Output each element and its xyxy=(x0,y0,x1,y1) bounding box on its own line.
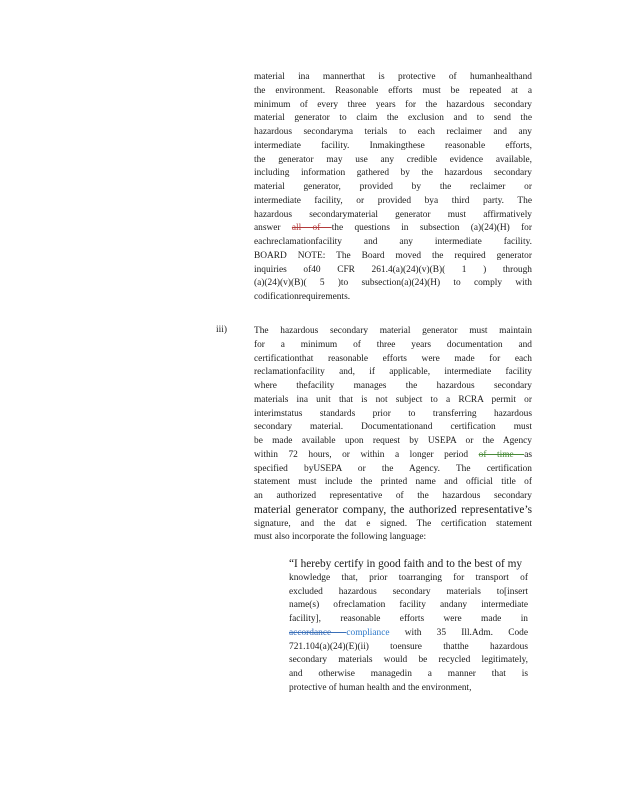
deleted-text: accordance xyxy=(289,627,347,638)
text-line: 721.104(a)(24)(E)(ii) toensure thatthe hazardous xyxy=(289,641,528,652)
text-line: signature, and the dat e signed. The certification statement xyxy=(254,518,532,529)
text-line: knowledge that, prior toarranging for transport of xyxy=(289,572,528,583)
text-line: and otherwise managedin a manner that is xyxy=(289,669,528,679)
text-line: The hazardous secondary material generator must maintain xyxy=(254,326,532,336)
text-line: interimstatus standards prior to transferring hazardous xyxy=(254,408,532,419)
text-line: material generator to claim the exclusion and to send the xyxy=(254,113,532,124)
subsection-iii xyxy=(254,325,532,545)
deleted-text: all of xyxy=(291,223,332,234)
text-line: material generator, provided by the reclaimer or xyxy=(254,182,532,192)
text-line: the generator may use any credible evidence available, xyxy=(254,154,532,165)
text-fragment: as xyxy=(524,449,532,460)
text-fragment: the questions in subsection (a)(24)(H) for xyxy=(331,223,532,234)
list-marker: iii) xyxy=(216,325,227,335)
paragraph-continuation xyxy=(254,71,532,305)
text-line: certificationthat reasonable efforts were made for each xyxy=(254,353,532,364)
text-line: where thefacility manages the hazardous secondary xyxy=(254,381,532,391)
text-line: statement must include the printed name and official title of xyxy=(254,477,532,488)
text-fragment: within 72 hours, or within a longer period xyxy=(254,449,479,460)
text-line: name(s) ofreclamation facility andany intermediate xyxy=(289,600,528,611)
text-line: reclamationfacility and, if applicable, intermediate facility xyxy=(254,367,532,378)
text-line: an authorized representative of the hazardous secondary xyxy=(254,491,532,501)
text-fragment: with 35 Ill.Adm. Code xyxy=(389,627,528,638)
text-line: secondary materials would be recycled legitimately, xyxy=(289,655,528,666)
text-line: facility], reasonable efforts were made in xyxy=(289,614,528,624)
text-line: for a minimum of three years documentation and xyxy=(254,339,532,350)
text-line: material ina mannerthat is protective of humanhealthand xyxy=(254,72,532,82)
text-line: secondary material. Documentationand certification must xyxy=(254,422,532,433)
text-line: inquiries of40 CFR 261.4(a)(24)(v)(B)( 1 ) through xyxy=(254,264,532,275)
text-line: material generator company, the authorized representative’s xyxy=(254,503,532,516)
deleted-text: of time xyxy=(478,449,525,460)
text-line: “I hereby certify in good faith and to the best of my xyxy=(289,558,523,570)
inserted-text: compliance xyxy=(346,627,390,638)
text-line-with-revision xyxy=(289,627,528,641)
text-line: must also incorporate the following language: xyxy=(254,532,427,543)
text-line-with-deletion xyxy=(254,222,532,236)
text-line: minimum of every three years for the hazardous secondary xyxy=(254,99,532,110)
text-line: eachreclamationfacility and any intermediate facility. xyxy=(254,237,532,247)
certification-quote xyxy=(289,558,528,696)
text-line: excluded hazardous secondary materials to[insert xyxy=(289,586,528,597)
text-line: be made available upon request by USEPA or the Agency xyxy=(254,436,532,446)
text-line: specified byUSEPA or the Agency. The certification xyxy=(254,463,532,474)
text-line: hazardous secondaryma terials to each reclaimer and any xyxy=(254,127,532,137)
text-line: (a)(24)(v)(B)( 5 )to subsection(a)(24)(H) to comply with xyxy=(254,278,532,289)
text-fragment: answer xyxy=(254,223,292,234)
text-line: hazardous secondarymaterial generator must affirmatively xyxy=(254,209,532,220)
text-line: intermediate facility. Inmakingthese reasonable efforts, xyxy=(254,140,532,151)
text-line: intermediate facility, or provided bya third party. The xyxy=(254,195,532,206)
text-line: the environment. Reasonable efforts must be repeated at a xyxy=(254,85,532,96)
text-line: codificationrequirements. xyxy=(254,292,351,302)
text-line: including information gathered by the hazardous secondary xyxy=(254,168,532,179)
text-line-with-deletion xyxy=(254,449,532,463)
text-line: materials ina unit that is not subject to a RCRA permit or xyxy=(254,394,532,405)
text-line: BOARD NOTE: The Board moved the required generator xyxy=(254,250,532,261)
text-line: protective of human health and the environment, xyxy=(289,682,472,693)
